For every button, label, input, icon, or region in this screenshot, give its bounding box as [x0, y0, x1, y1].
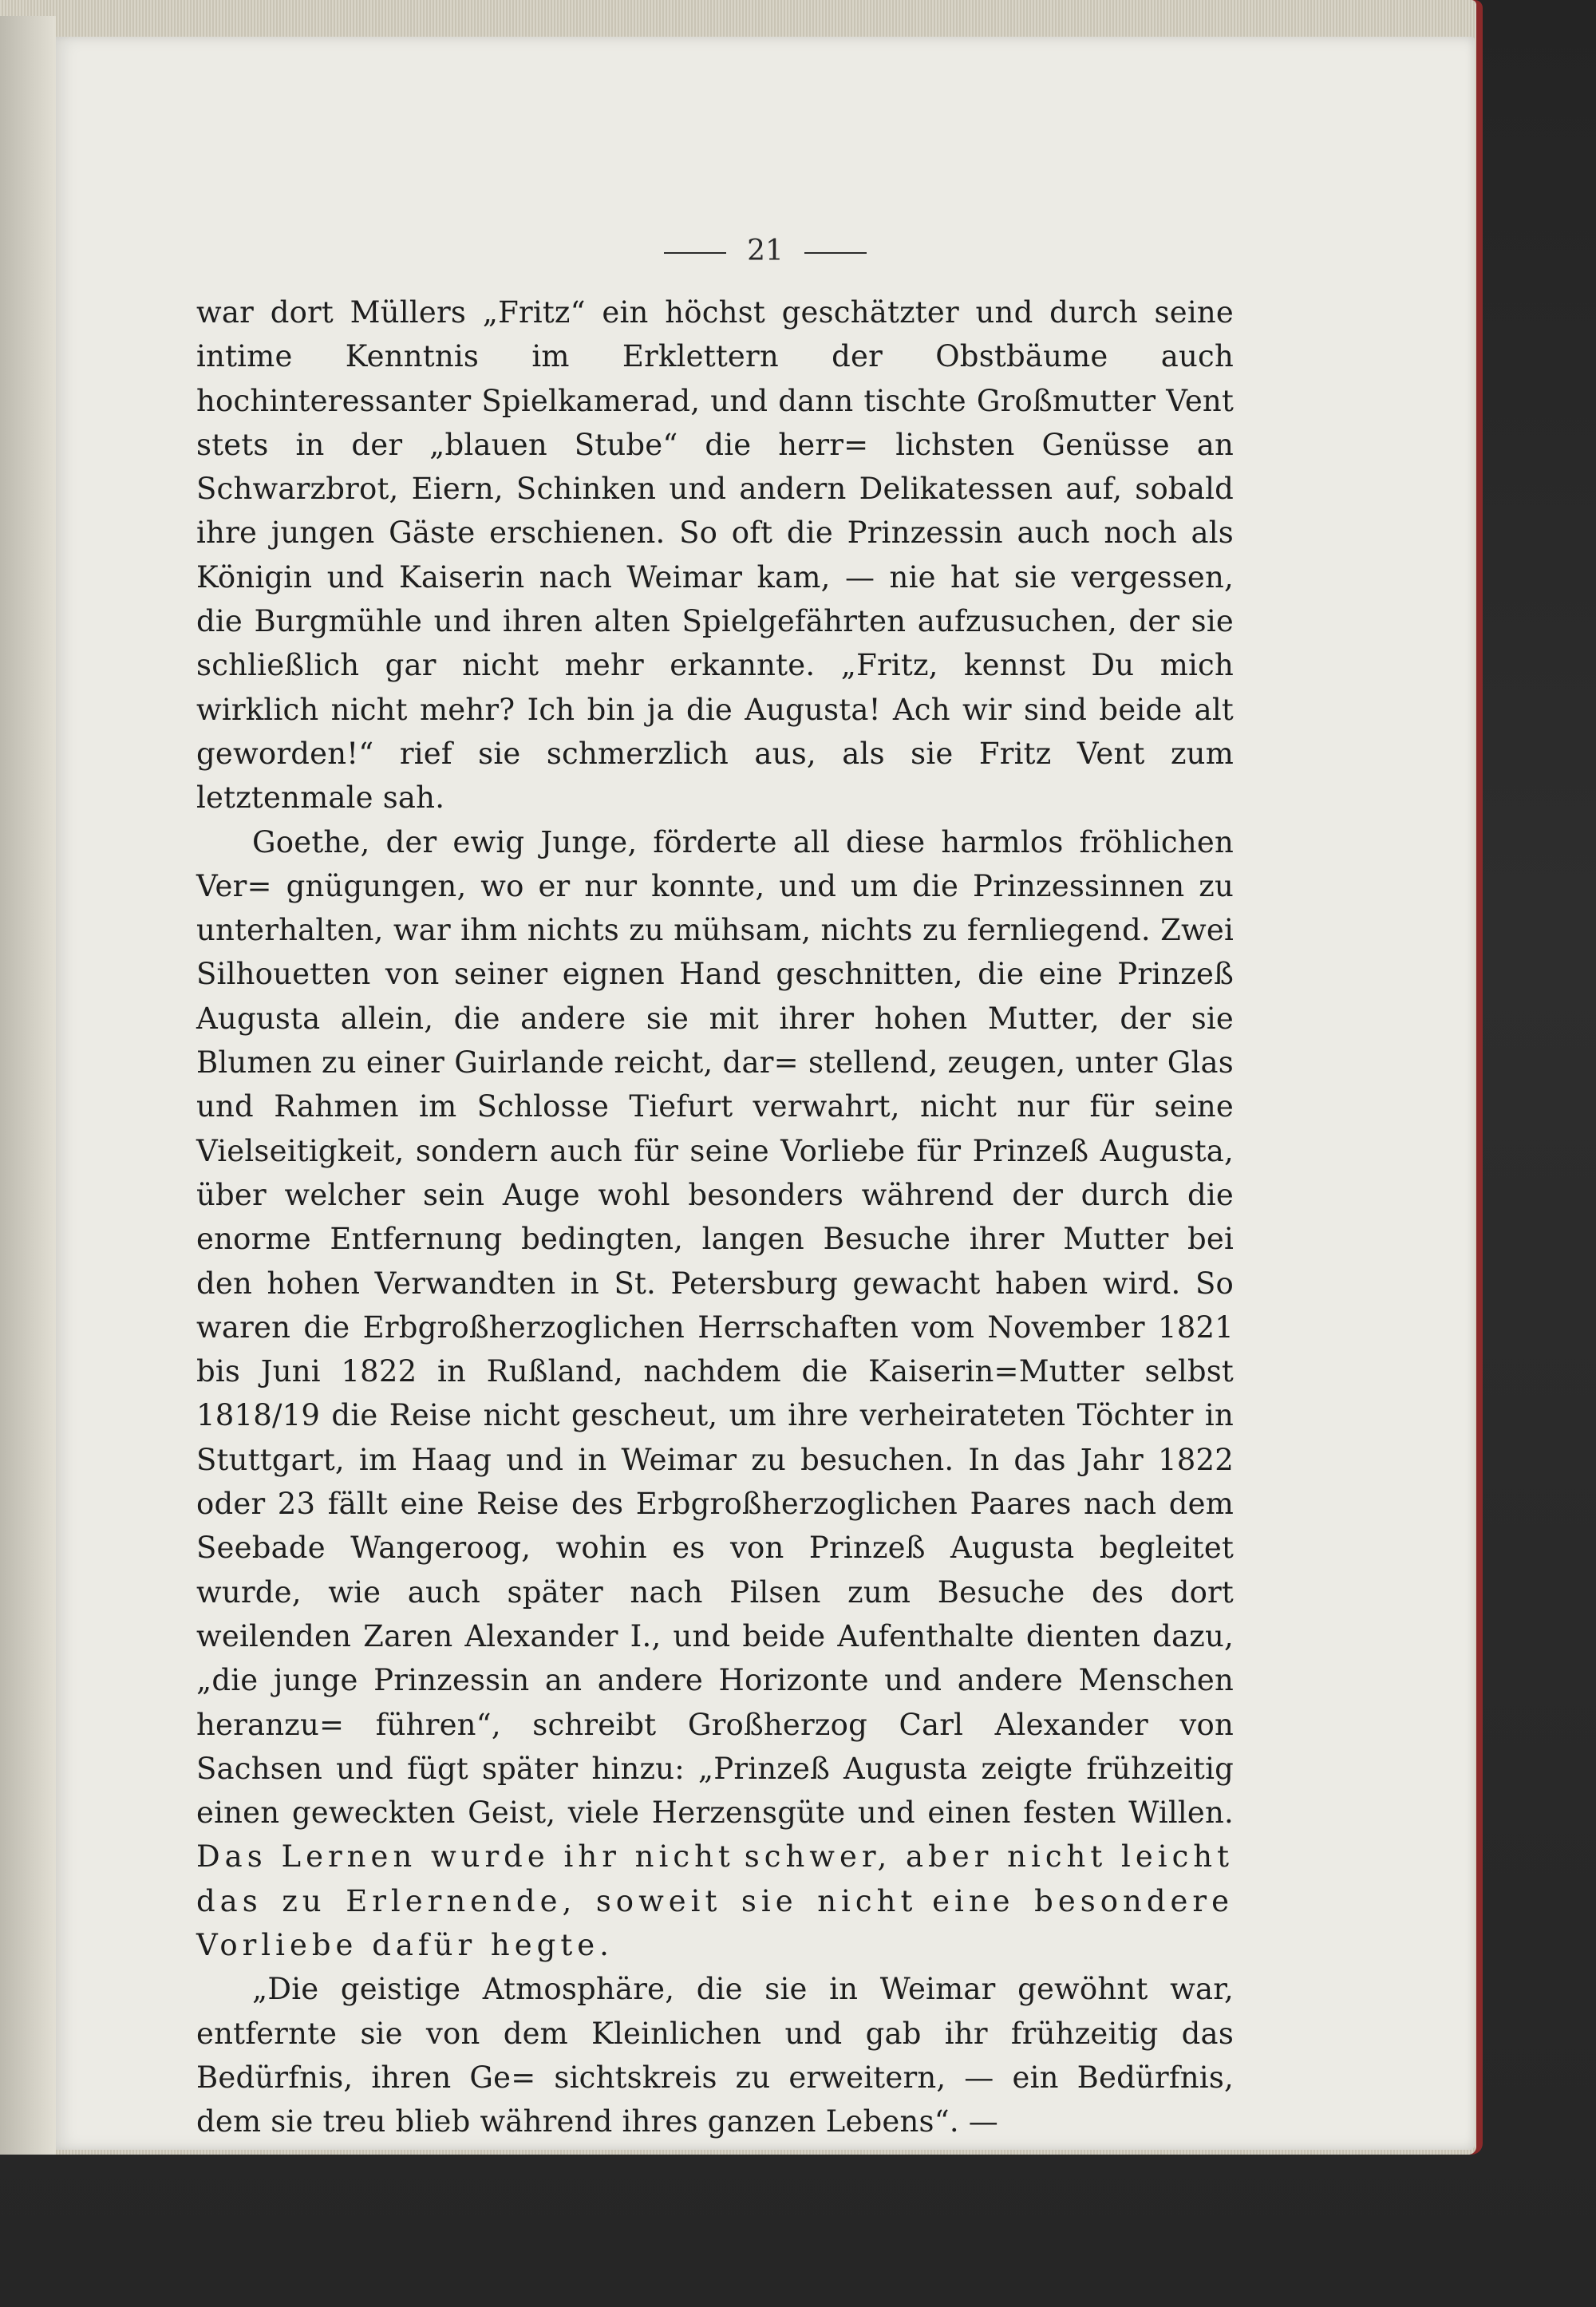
text-line: Erbgroßherzoglichen Herrschaften vom November 1821 bis Juni 1822 in [196, 1310, 1235, 1389]
text-line: stellend, zeugen, unter Glas und Rahmen im Schlosse Tiefurt verwahrt, [196, 1045, 1234, 1124]
text-line: die enorme Entfernung bedingten, langen Besuche ihrer Mutter bei den [196, 1177, 1234, 1301]
page-number-header [56, 235, 1475, 267]
body-text [196, 290, 1234, 2143]
text-line: nicht nur für seine Vielseitigkeit, sondern auch für seine Vorliebe für Prinzeß [196, 1089, 1235, 1168]
text-line: und dann tischte Großmutter Vent stets in der „blauen Stube“ die herr= [196, 383, 1235, 462]
text-line: des dort weilenden Zaren Alexander I., und beide Aufenthalte dienten dazu, [196, 1574, 1235, 1653]
text-line: als Königin und Kaiserin nach Weimar kam, — nie hat sie vergessen, die [196, 516, 1234, 639]
text-line: führen“, schreibt Großherzog Carl Alexander von Sachsen und fügt später [196, 1707, 1234, 1786]
text-line: bin ja die Augusta! Ach wir sind beide alt geworden!“ rief sie schmerzlich [196, 692, 1235, 771]
text-line: lichsten Genüsse an Schwarzbrot, Eiern, Schinken und andern Delikatessen [196, 427, 1234, 507]
text-line: war ihm nichts zu mühsam, nichts zu fernliegend. Zwei Silhouetten von [196, 913, 1234, 992]
text-line: auf, sobald ihre jungen Gäste erschienen. So oft die Prinzessin auch noch [196, 472, 1234, 551]
text-line: gar nicht mehr erkannte. „Fritz, kennst Du mich wirklich nicht mehr? Ich [196, 648, 1234, 727]
paragraph-1 [196, 290, 1234, 820]
text-line: Erbgroßherzoglichen Paares nach dem Seebade Wangeroog, wohin es von [196, 1487, 1235, 1566]
spaced-emphasis-line: schwer, aber nicht leicht das zu Erlernende, soweit sie nicht [196, 1839, 1235, 1918]
text-line: Goethe, der ewig Junge, förderte all diese harmlos fröhlichen Ver= [196, 824, 1234, 903]
facing-page-sliver [0, 16, 56, 2155]
header-dash-left [664, 252, 726, 254]
page-number: 21 [747, 235, 784, 267]
paragraph-2 [196, 820, 1234, 1968]
text-line: Rußland, nachdem die Kaiserin=Mutter selbst 1818/19 die Reise nicht [196, 1354, 1234, 1433]
text-line: sichtskreis zu erweitern, — ein Bedürfnis, dem sie treu blieb während [196, 2060, 1234, 2139]
text-line: Augusta, über welcher sein Auge wohl besonders während der durch [196, 1133, 1234, 1212]
text-line: Weimar zu besuchen. In das Jahr 1822 oder 23 fällt eine Reise des [196, 1442, 1234, 1522]
text-line: gescheut, um ihre verheirateten Töchter in Stuttgart, im Haag und in [196, 1398, 1234, 1477]
text-line: Herzensgüte und einen festen Willen. [651, 1795, 1235, 1831]
text-line: seiner eignen Hand geschnitten, die eine Prinzeß Augusta allein, die andere [196, 957, 1234, 1036]
text-line: Burgmühle und ihren alten Spielgefährten aufzusuchen, der sie schließlich [196, 604, 1234, 683]
text-line: hinzu: „Prinzeß Augusta zeigte frühzeitig einen geweckten Geist, viele [196, 1751, 1234, 1831]
paragraph-3 [196, 1967, 1234, 2143]
text-line: ihres ganzen Lebens“. — [622, 2104, 998, 2139]
text-line: sie mit ihrer hohen Mutter, der sie Blumen zu einer Guirlande reicht, dar= [196, 1001, 1235, 1080]
spaced-emphasis-line: Das Lernen wurde ihr nicht [196, 1839, 735, 1874]
text-line: hohen Verwandten in St. Petersburg gewacht haben wird. So waren die [196, 1266, 1234, 1345]
text-line: aus, als sie Fritz Vent zum letztenmale sah. [196, 736, 1234, 816]
text-line: gnügungen, wo er nur konnte, und um die Prinzessinnen zu unterhalten, [196, 868, 1234, 948]
text-line: Prinzeß Augusta begleitet wurde, wie auch später nach Pilsen zum Besuche [196, 1531, 1235, 1610]
header-dash-right [804, 252, 867, 254]
book-page [56, 37, 1475, 2150]
text-line: „Die geistige Atmosphäre, die sie in Weimar gewöhnt war, entfernte [196, 1972, 1234, 2051]
text-line: war dort Müllers „Fritz“ ein höchst geschätzter und durch seine intime [196, 295, 1234, 374]
text-line: Kenntnis im Erklettern der Obstbäume auch hochinteressanter Spielkamerad, [196, 339, 1234, 418]
text-line: „die junge Prinzessin an andere Horizonte und andere Menschen heranzu= [196, 1663, 1234, 1742]
spaced-emphasis-line: eine besondere Vorliebe dafür hegte. [196, 1883, 1235, 1962]
text-line: sie von dem Kleinlichen und gab ihr frühzeitig das Bedürfnis, ihren Ge= [196, 2016, 1235, 2095]
